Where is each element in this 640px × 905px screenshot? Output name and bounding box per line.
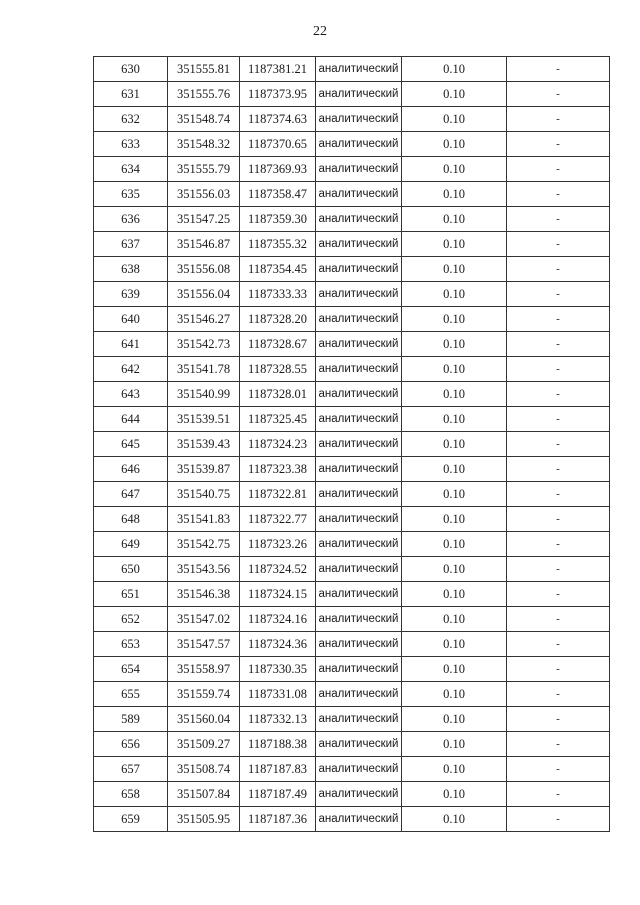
accuracy-cell: 0.10	[402, 107, 507, 132]
note-cell: -	[507, 357, 610, 382]
note-cell: -	[507, 82, 610, 107]
accuracy-cell: 0.10	[402, 57, 507, 82]
y-coordinate-cell: 1187188.38	[240, 732, 316, 757]
method-cell: аналитический	[316, 257, 402, 282]
x-coordinate-cell: 351556.08	[168, 257, 240, 282]
y-coordinate-cell: 1187331.08	[240, 682, 316, 707]
method-cell: аналитический	[316, 807, 402, 832]
x-coordinate-cell: 351548.74	[168, 107, 240, 132]
method-cell: аналитический	[316, 182, 402, 207]
y-coordinate-cell: 1187328.20	[240, 307, 316, 332]
table-row	[94, 382, 610, 407]
table-row	[94, 732, 610, 757]
accuracy-cell: 0.10	[402, 232, 507, 257]
accuracy-cell: 0.10	[402, 307, 507, 332]
accuracy-cell: 0.10	[402, 507, 507, 532]
method-cell: аналитический	[316, 132, 402, 157]
coordinates-table	[93, 56, 610, 832]
method-cell: аналитический	[316, 657, 402, 682]
method-cell: аналитический	[316, 557, 402, 582]
table-row	[94, 432, 610, 457]
point-number-cell: 631	[94, 82, 168, 107]
method-cell: аналитический	[316, 82, 402, 107]
method-cell: аналитический	[316, 157, 402, 182]
method-cell: аналитический	[316, 382, 402, 407]
table-row	[94, 107, 610, 132]
accuracy-cell: 0.10	[402, 207, 507, 232]
point-number-cell: 633	[94, 132, 168, 157]
y-coordinate-cell: 1187332.13	[240, 707, 316, 732]
accuracy-cell: 0.10	[402, 332, 507, 357]
table-row	[94, 632, 610, 657]
note-cell: -	[507, 107, 610, 132]
y-coordinate-cell: 1187359.30	[240, 207, 316, 232]
point-number-cell: 649	[94, 532, 168, 557]
point-number-cell: 658	[94, 782, 168, 807]
method-cell: аналитический	[316, 607, 402, 632]
method-cell: аналитический	[316, 682, 402, 707]
point-number-cell: 648	[94, 507, 168, 532]
x-coordinate-cell: 351559.74	[168, 682, 240, 707]
accuracy-cell: 0.10	[402, 382, 507, 407]
method-cell: аналитический	[316, 482, 402, 507]
y-coordinate-cell: 1187381.21	[240, 57, 316, 82]
x-coordinate-cell: 351539.43	[168, 432, 240, 457]
x-coordinate-cell: 351539.87	[168, 457, 240, 482]
note-cell: -	[507, 257, 610, 282]
point-number-cell: 630	[94, 57, 168, 82]
method-cell: аналитический	[316, 432, 402, 457]
table-row	[94, 407, 610, 432]
method-cell: аналитический	[316, 232, 402, 257]
accuracy-cell: 0.10	[402, 632, 507, 657]
point-number-cell: 638	[94, 257, 168, 282]
x-coordinate-cell: 351508.74	[168, 757, 240, 782]
point-number-cell: 644	[94, 407, 168, 432]
page-number: 22	[313, 24, 327, 39]
accuracy-cell: 0.10	[402, 657, 507, 682]
accuracy-cell: 0.10	[402, 457, 507, 482]
x-coordinate-cell: 351555.81	[168, 57, 240, 82]
y-coordinate-cell: 1187187.49	[240, 782, 316, 807]
accuracy-cell: 0.10	[402, 557, 507, 582]
note-cell: -	[507, 182, 610, 207]
table-row	[94, 707, 610, 732]
x-coordinate-cell: 351543.56	[168, 557, 240, 582]
point-number-cell: 589	[94, 707, 168, 732]
accuracy-cell: 0.10	[402, 532, 507, 557]
point-number-cell: 654	[94, 657, 168, 682]
point-number-cell: 639	[94, 282, 168, 307]
method-cell: аналитический	[316, 507, 402, 532]
x-coordinate-cell: 351546.38	[168, 582, 240, 607]
method-cell: аналитический	[316, 582, 402, 607]
accuracy-cell: 0.10	[402, 582, 507, 607]
note-cell: -	[507, 757, 610, 782]
y-coordinate-cell: 1187324.15	[240, 582, 316, 607]
note-cell: -	[507, 407, 610, 432]
note-cell: -	[507, 632, 610, 657]
note-cell: -	[507, 482, 610, 507]
note-cell: -	[507, 807, 610, 832]
note-cell: -	[507, 382, 610, 407]
method-cell: аналитический	[316, 732, 402, 757]
x-coordinate-cell: 351556.03	[168, 182, 240, 207]
note-cell: -	[507, 282, 610, 307]
y-coordinate-cell: 1187324.23	[240, 432, 316, 457]
table-row	[94, 207, 610, 232]
table-row	[94, 582, 610, 607]
accuracy-cell: 0.10	[402, 607, 507, 632]
x-coordinate-cell: 351555.76	[168, 82, 240, 107]
note-cell: -	[507, 682, 610, 707]
table-row	[94, 607, 610, 632]
accuracy-cell: 0.10	[402, 157, 507, 182]
method-cell: аналитический	[316, 307, 402, 332]
y-coordinate-cell: 1187358.47	[240, 182, 316, 207]
y-coordinate-cell: 1187355.32	[240, 232, 316, 257]
y-coordinate-cell: 1187187.36	[240, 807, 316, 832]
point-number-cell: 637	[94, 232, 168, 257]
point-number-cell: 655	[94, 682, 168, 707]
y-coordinate-cell: 1187323.26	[240, 532, 316, 557]
x-coordinate-cell: 351541.78	[168, 357, 240, 382]
point-number-cell: 657	[94, 757, 168, 782]
table-row	[94, 682, 610, 707]
method-cell: аналитический	[316, 282, 402, 307]
method-cell: аналитический	[316, 332, 402, 357]
note-cell: -	[507, 657, 610, 682]
table-row	[94, 157, 610, 182]
accuracy-cell: 0.10	[402, 682, 507, 707]
accuracy-cell: 0.10	[402, 757, 507, 782]
y-coordinate-cell: 1187328.55	[240, 357, 316, 382]
y-coordinate-cell: 1187374.63	[240, 107, 316, 132]
table-row	[94, 232, 610, 257]
note-cell: -	[507, 532, 610, 557]
x-coordinate-cell: 351558.97	[168, 657, 240, 682]
y-coordinate-cell: 1187328.01	[240, 382, 316, 407]
x-coordinate-cell: 351556.04	[168, 282, 240, 307]
note-cell: -	[507, 57, 610, 82]
x-coordinate-cell: 351541.83	[168, 507, 240, 532]
point-number-cell: 645	[94, 432, 168, 457]
point-number-cell: 656	[94, 732, 168, 757]
method-cell: аналитический	[316, 407, 402, 432]
table-row	[94, 807, 610, 832]
x-coordinate-cell: 351540.99	[168, 382, 240, 407]
note-cell: -	[507, 307, 610, 332]
y-coordinate-cell: 1187324.16	[240, 607, 316, 632]
y-coordinate-cell: 1187325.45	[240, 407, 316, 432]
accuracy-cell: 0.10	[402, 257, 507, 282]
point-number-cell: 646	[94, 457, 168, 482]
x-coordinate-cell: 351548.32	[168, 132, 240, 157]
note-cell: -	[507, 157, 610, 182]
method-cell: аналитический	[316, 207, 402, 232]
point-number-cell: 640	[94, 307, 168, 332]
table-row	[94, 657, 610, 682]
y-coordinate-cell: 1187354.45	[240, 257, 316, 282]
y-coordinate-cell: 1187187.83	[240, 757, 316, 782]
x-coordinate-cell: 351547.02	[168, 607, 240, 632]
method-cell: аналитический	[316, 57, 402, 82]
accuracy-cell: 0.10	[402, 482, 507, 507]
y-coordinate-cell: 1187373.95	[240, 82, 316, 107]
table-row	[94, 57, 610, 82]
x-coordinate-cell: 351542.73	[168, 332, 240, 357]
method-cell: аналитический	[316, 357, 402, 382]
point-number-cell: 635	[94, 182, 168, 207]
table-row	[94, 757, 610, 782]
point-number-cell: 642	[94, 357, 168, 382]
point-number-cell: 652	[94, 607, 168, 632]
accuracy-cell: 0.10	[402, 732, 507, 757]
point-number-cell: 647	[94, 482, 168, 507]
point-number-cell: 653	[94, 632, 168, 657]
accuracy-cell: 0.10	[402, 282, 507, 307]
table-row	[94, 457, 610, 482]
method-cell: аналитический	[316, 107, 402, 132]
x-coordinate-cell: 351560.04	[168, 707, 240, 732]
note-cell: -	[507, 207, 610, 232]
table-row	[94, 332, 610, 357]
table-row	[94, 357, 610, 382]
table-row	[94, 557, 610, 582]
accuracy-cell: 0.10	[402, 132, 507, 157]
method-cell: аналитический	[316, 707, 402, 732]
x-coordinate-cell: 351539.51	[168, 407, 240, 432]
x-coordinate-cell: 351542.75	[168, 532, 240, 557]
note-cell: -	[507, 732, 610, 757]
table-row	[94, 257, 610, 282]
note-cell: -	[507, 332, 610, 357]
x-coordinate-cell: 351509.27	[168, 732, 240, 757]
x-coordinate-cell: 351505.95	[168, 807, 240, 832]
point-number-cell: 659	[94, 807, 168, 832]
point-number-cell: 636	[94, 207, 168, 232]
point-number-cell: 643	[94, 382, 168, 407]
y-coordinate-cell: 1187322.81	[240, 482, 316, 507]
method-cell: аналитический	[316, 457, 402, 482]
x-coordinate-cell: 351540.75	[168, 482, 240, 507]
note-cell: -	[507, 457, 610, 482]
point-number-cell: 641	[94, 332, 168, 357]
accuracy-cell: 0.10	[402, 707, 507, 732]
accuracy-cell: 0.10	[402, 782, 507, 807]
y-coordinate-cell: 1187323.38	[240, 457, 316, 482]
x-coordinate-cell: 351546.27	[168, 307, 240, 332]
note-cell: -	[507, 432, 610, 457]
y-coordinate-cell: 1187370.65	[240, 132, 316, 157]
note-cell: -	[507, 132, 610, 157]
point-number-cell: 634	[94, 157, 168, 182]
note-cell: -	[507, 707, 610, 732]
note-cell: -	[507, 557, 610, 582]
x-coordinate-cell: 351507.84	[168, 782, 240, 807]
table-row	[94, 182, 610, 207]
coordinates-table-body	[94, 57, 610, 832]
accuracy-cell: 0.10	[402, 807, 507, 832]
y-coordinate-cell: 1187328.67	[240, 332, 316, 357]
note-cell: -	[507, 782, 610, 807]
y-coordinate-cell: 1187322.77	[240, 507, 316, 532]
table-row	[94, 782, 610, 807]
accuracy-cell: 0.10	[402, 407, 507, 432]
table-row	[94, 132, 610, 157]
table-row	[94, 532, 610, 557]
table-row	[94, 82, 610, 107]
y-coordinate-cell: 1187324.36	[240, 632, 316, 657]
x-coordinate-cell: 351555.79	[168, 157, 240, 182]
accuracy-cell: 0.10	[402, 357, 507, 382]
point-number-cell: 632	[94, 107, 168, 132]
method-cell: аналитический	[316, 632, 402, 657]
x-coordinate-cell: 351547.25	[168, 207, 240, 232]
note-cell: -	[507, 607, 610, 632]
note-cell: -	[507, 507, 610, 532]
table-row	[94, 307, 610, 332]
method-cell: аналитический	[316, 757, 402, 782]
y-coordinate-cell: 1187333.33	[240, 282, 316, 307]
y-coordinate-cell: 1187330.35	[240, 657, 316, 682]
x-coordinate-cell: 351547.57	[168, 632, 240, 657]
table-row	[94, 507, 610, 532]
point-number-cell: 651	[94, 582, 168, 607]
method-cell: аналитический	[316, 782, 402, 807]
y-coordinate-cell: 1187369.93	[240, 157, 316, 182]
table-row	[94, 282, 610, 307]
table-row	[94, 482, 610, 507]
accuracy-cell: 0.10	[402, 432, 507, 457]
x-coordinate-cell: 351546.87	[168, 232, 240, 257]
note-cell: -	[507, 582, 610, 607]
accuracy-cell: 0.10	[402, 182, 507, 207]
y-coordinate-cell: 1187324.52	[240, 557, 316, 582]
method-cell: аналитический	[316, 532, 402, 557]
note-cell: -	[507, 232, 610, 257]
accuracy-cell: 0.10	[402, 82, 507, 107]
point-number-cell: 650	[94, 557, 168, 582]
